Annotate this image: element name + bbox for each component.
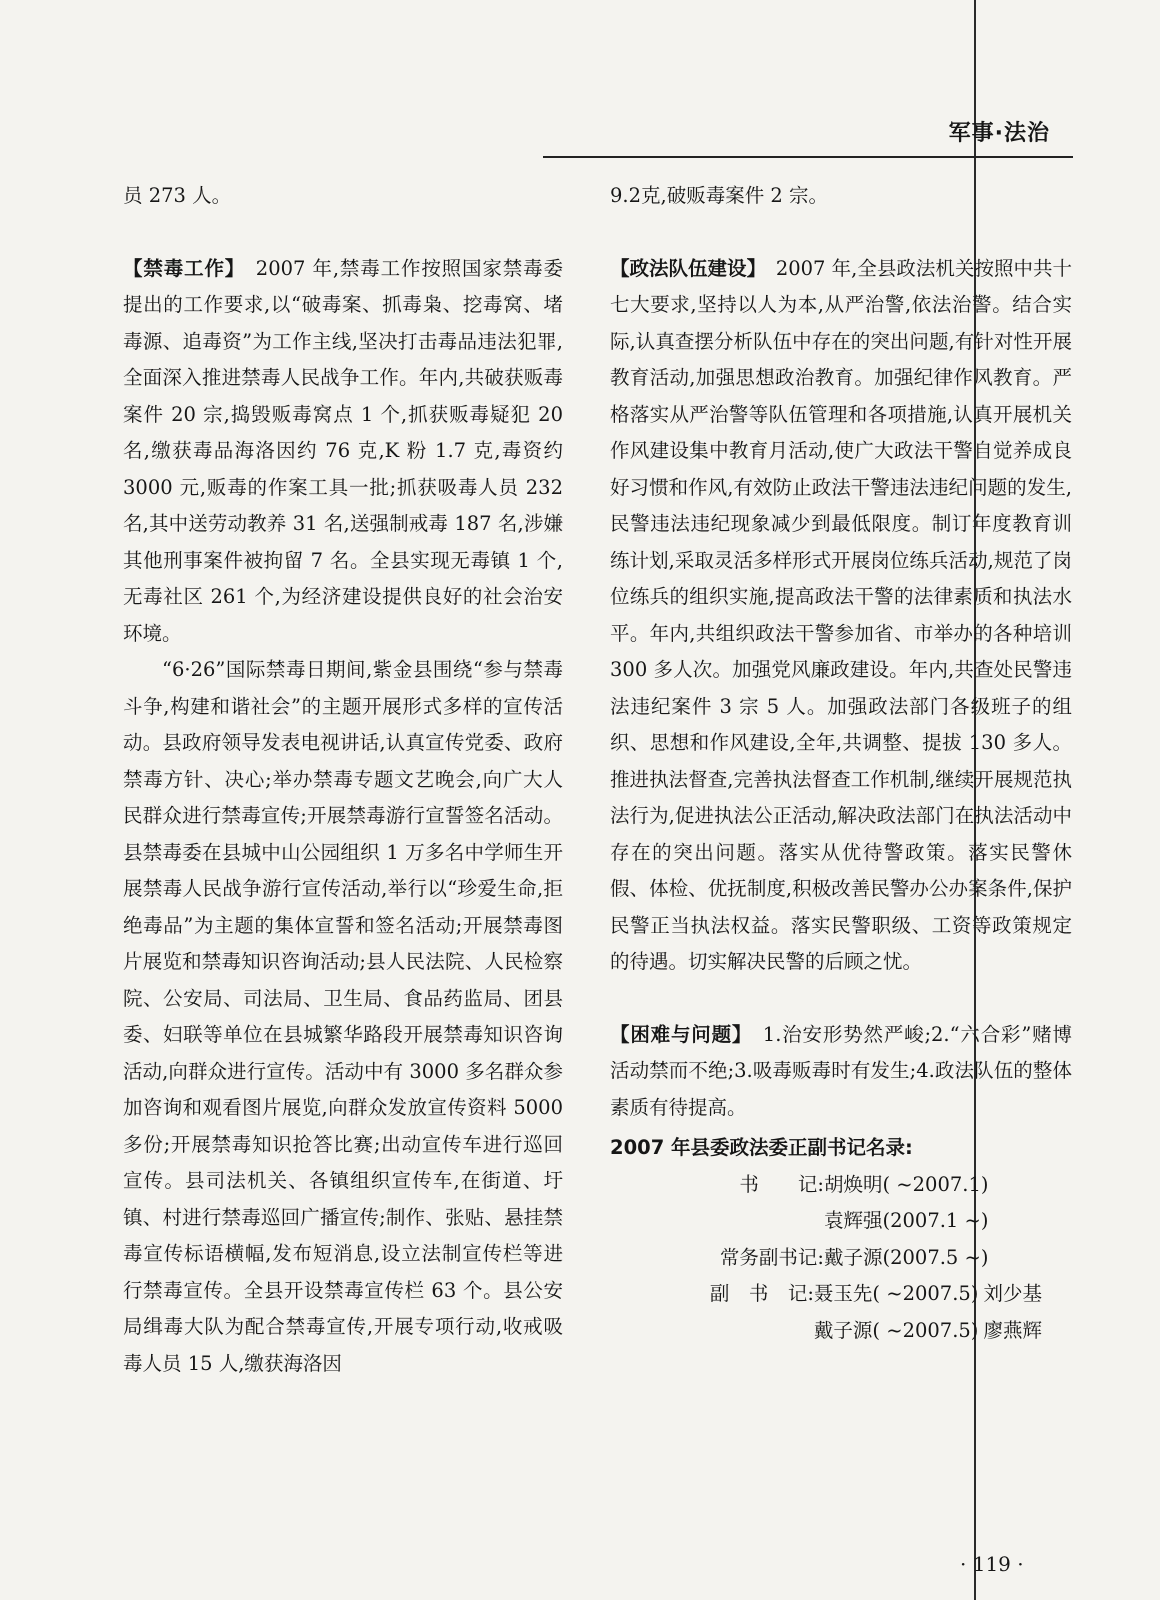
roster-name: 戴子源( ~2007.5) — [813, 1318, 979, 1342]
drug-section-heading: 【禁毒工作】 — [123, 256, 236, 280]
team-section-paragraph — [610, 251, 1072, 981]
drug-section-body: 2007 年,禁毒工作按照国家禁毒委提出的工作要求,以“破毒案、抓毒枭、挖毒窝、堵毒源、追毒资”为工作主线,坚决打击毒品违法犯罪,全面深入推进禁毒人民战争工作。年内,共破获贩毒案件 20 宗,捣毁贩毒窝点 1 个,抓获贩毒疑犯 20 名,缴获毒品海洛因约 76 克,K 粉 1.7 克,毒资约 3000 元,贩毒的作案工具一批;抓获吸毒人员 232 名,其中送劳动教养 31 名,送强制戒毒 187 名,涉嫌其他刑事案件被拘留 7 名。全县实现无毒镇 1 个,无毒社区 261 个,为经济建设提供良好的社会治安环境。 — [123, 256, 563, 645]
roster-row — [610, 1276, 1072, 1313]
roster-row — [610, 1240, 1072, 1277]
roster-name: 聂玉先( ~2007.5) — [813, 1282, 979, 1305]
problems-section-body: 1.治安形势然严峻;2.“六合彩”赌博活动禁而不绝;3.吸毒贩毒时有发生;4.政法队伍的整体素质有待提高。 — [610, 1022, 1072, 1119]
roster-role: 副 书 记: — [709, 1282, 814, 1305]
drug-section-paragraph — [123, 251, 563, 653]
roster-row — [610, 1203, 1072, 1240]
paragraph-gap — [123, 215, 563, 251]
roster-role: 书 记: — [739, 1172, 824, 1196]
header-rule — [543, 156, 1073, 158]
right-lead-line: 9.2克,破贩毒案件 2 宗。 — [610, 184, 829, 207]
roster-extra-name: 廖燕辉 — [983, 1318, 1042, 1342]
problems-section-heading: 【困难与问题】 — [610, 1022, 743, 1046]
roster-extra-name: 刘少基 — [983, 1282, 1042, 1305]
roster-title: 2007 年县委政法委正副书记名录: — [610, 1136, 913, 1159]
roster-name: 戴子源(2007.5 ~) — [824, 1245, 989, 1269]
roster-name: 胡焕明( ~2007.1) — [824, 1172, 989, 1196]
page-number: · 119 · — [960, 1552, 1024, 1576]
roster-name: 袁辉强(2007.1 ~) — [824, 1209, 989, 1232]
paragraph-gap — [610, 981, 1072, 1017]
team-section-body: 2007 年,全县政法机关按照中共十七大要求,坚持以人为本,从严治警,依法治警。结合实际,认真查摆分析队伍中存在的突出问题,有针对性开展教育活动,加强思想政治教育。加强纪律作风教育。严格落实从严治警等队伍管理和各项措施,认真开展机关作风建设集中教育月活动,使广大政法干警自觉养成良好习惯和作风,有效防止政法干警违法违纪问题的发生,民警违法违纪现象减少到最低限度。制订年度教育训练计划,采取灵活多样形式开展岗位练兵活动,规范了岗位练兵的组织实施,提高政法干警的法律素质和执法水平。年内,共组织政法干警参加省、市举办的各种培训 300 多人次。加强党风廉政建设。年内,共查处民警违法违纪案件 3 宗 5 人。加强政法部门各级班子的组织、思想和作风建设,全年,共调整、提拔 130 多人。推进执法督查,完善执法督查工作机制,继续开展规范执法行为,促进执法公正活动,解决政法部门在执法活动中存在的突出问题。落实从优待警政策。落实民警休假、体检、优抚制度,积极改善民警办公办案条件,保护民警正当执法权益。落实民警职级、工资等政策规定的待遇。切实解决民警的后顾之忧。 — [610, 256, 1072, 973]
right-column — [610, 178, 1072, 1349]
problems-section-paragraph — [610, 1017, 1072, 1127]
drug-campaign-paragraph: “6·26”国际禁毒日期间,紫金县围绕“参与禁毒斗争,构建和谐社会”的主题开展形式多样的宣传活动。县政府领导发表电视讲话,认真宣传党委、政府禁毒方针、决心;举办禁毒专题文艺晚会,向广大人民群众进行禁毒宣传;开展禁毒游行宣誓签名活动。县禁毒委在县城中山公园组织 1 万多名中学师生开展禁毒人民战争游行宣传活动,举行以“珍爱生命,拒绝毒品”为主题的集体宣誓和签名活动;开展禁毒图片展览和禁毒知识咨询活动;县人民法院、人民检察院、公安局、司法局、卫生局、食品药监局、团县委、妇联等单位在县城繁华路段开展禁毒知识咨询活动,向群众进行宣传。活动中有 3000 多名群众参加咨询和观看图片展览,向群众发放宣传资料 5000 多份;开展禁毒知识抢答比赛;出动宣传车进行巡回宣传。县司法机关、各镇组织宣传车,在街道、圩镇、村进行禁毒巡回广播宣传;制作、张贴、悬挂禁毒宣传标语横幅,发布短消息,设立法制宣传栏等进行禁毒宣传。全县开设禁毒宣传栏 63 个。县公安局缉毒大队为配合禁毒宣传,开展专项行动,收戒吸毒人员 15 人,缴获海洛因 — [123, 658, 563, 1375]
left-column — [123, 178, 563, 1382]
section-header: 军事·法治 — [948, 121, 1050, 146]
roster-row — [610, 1313, 1072, 1350]
left-lead-line: 员 273 人。 — [123, 184, 232, 207]
team-section-heading: 【政法队伍建设】 — [610, 256, 757, 280]
paragraph-gap — [610, 215, 1072, 251]
roster-list — [610, 1167, 1072, 1350]
roster-row — [610, 1167, 1072, 1204]
roster-role: 常务副书记: — [719, 1245, 824, 1269]
